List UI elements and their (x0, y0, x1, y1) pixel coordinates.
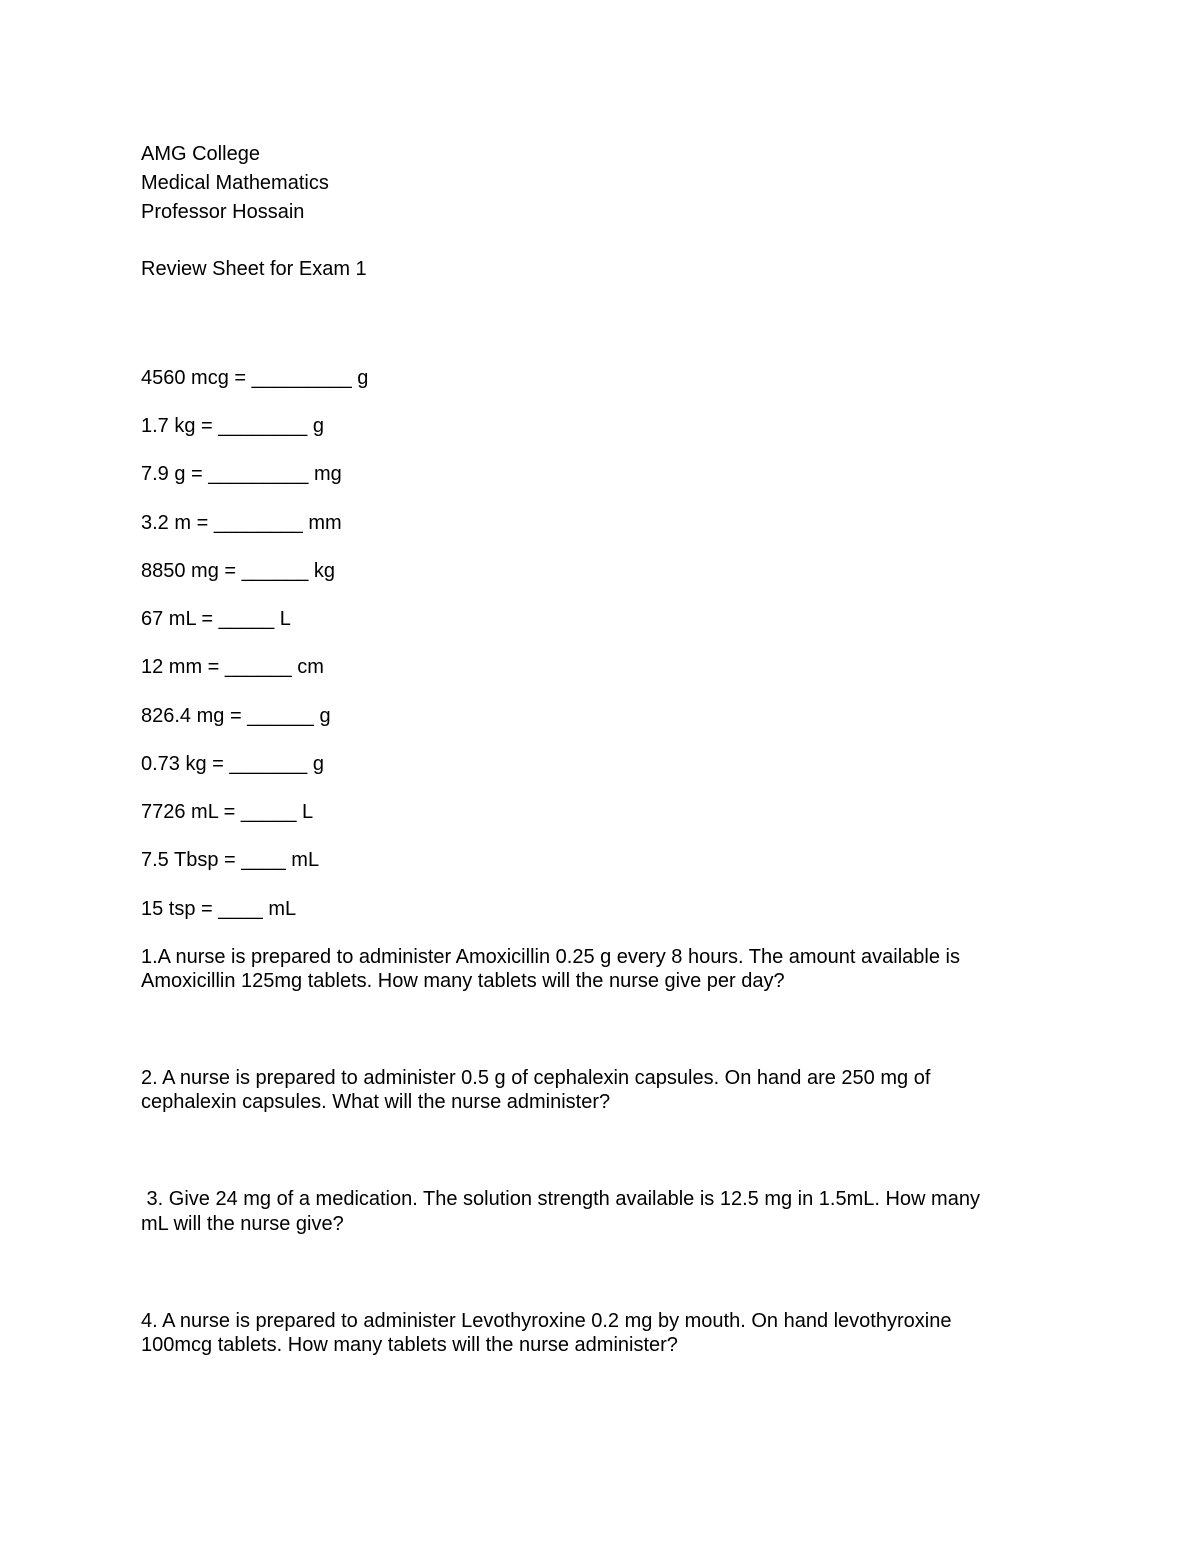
conversion-item: 7726 mL = _____ L (141, 801, 314, 823)
conversion-item: 12 mm = ______ cm (141, 656, 324, 678)
question-1-line-1: 1.A nurse is prepared to administer Amoxicillin 0.25 g every 8 hours. The amount available is (141, 946, 960, 968)
conversion-item: 3.2 m = ________ mm (141, 512, 342, 534)
conversion-item: 15 tsp = ____ mL (141, 898, 297, 920)
sheet-title: Review Sheet for Exam 1 (141, 258, 367, 280)
course-name: Medical Mathematics (141, 172, 329, 194)
question-2-line-2: cephalexin capsules. What will the nurse administer? (141, 1091, 611, 1113)
question-3-line-1: 3. Give 24 mg of a medication. The solution strength available is 12.5 mg in 1.5mL. How many (141, 1188, 980, 1210)
conversion-item: 4560 mcg = _________ g (141, 367, 369, 389)
conversion-item: 67 mL = _____ L (141, 608, 291, 630)
question-1-line-2: Amoxicillin 125mg tablets. How many tablets will the nurse give per day? (141, 970, 785, 992)
conversion-item: 8850 mg = ______ kg (141, 560, 336, 582)
conversion-item: 7.5 Tbsp = ____ mL (141, 849, 320, 871)
conversion-item: 1.7 kg = ________ g (141, 415, 324, 437)
college-name: AMG College (141, 143, 260, 165)
professor-name: Professor Hossain (141, 201, 305, 223)
question-4-line-2: 100mcg tablets. How many tablets will the nurse administer? (141, 1334, 678, 1356)
question-3-line-2: mL will the nurse give? (141, 1213, 344, 1235)
conversion-item: 7.9 g = _________ mg (141, 463, 342, 485)
question-4-line-1: 4. A nurse is prepared to administer Levothyroxine 0.2 mg by mouth. On hand levothyroxine (141, 1310, 952, 1332)
conversion-item: 0.73 kg = _______ g (141, 753, 324, 775)
question-2-line-1: 2. A nurse is prepared to administer 0.5 g of cephalexin capsules. On hand are 250 mg of (141, 1067, 931, 1089)
conversion-item: 826.4 mg = ______ g (141, 705, 331, 727)
